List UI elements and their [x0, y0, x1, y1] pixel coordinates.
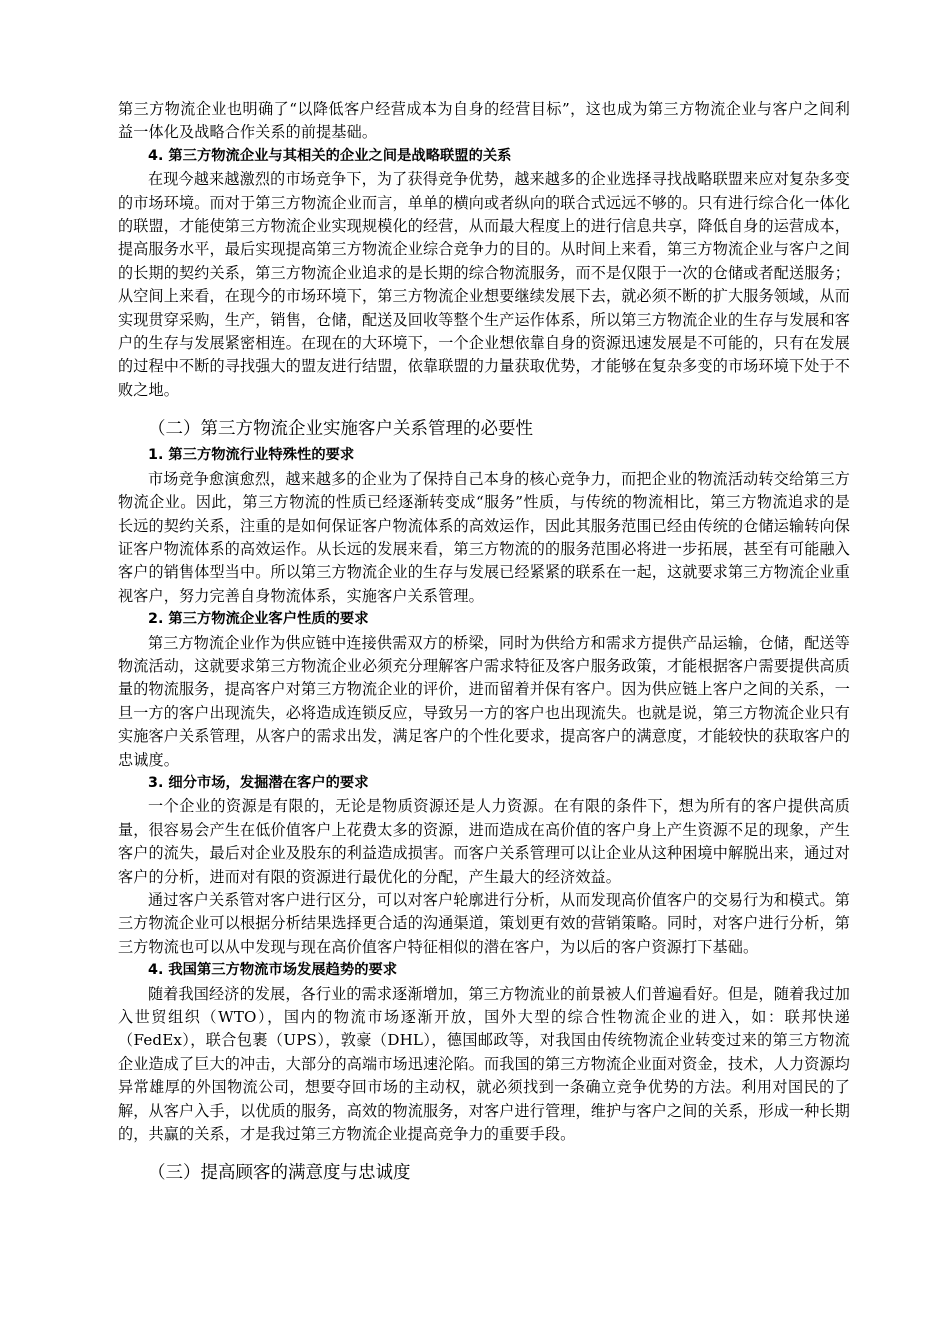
- subheading-strategic-alliance: 4. 第三方物流企业与其相关的企业之间是战略联盟的关系: [148, 147, 512, 164]
- subheading-market-segmentation: 3. 细分市场，发掘潜在客户的要求: [148, 774, 369, 791]
- section-title-satisfaction-loyalty: （三）提高顾客的满意度与忠诚度: [148, 1163, 411, 1184]
- paragraph-customer-nature: 第三方物流企业作为供应链中连接供需双方的桥梁，同时为供给方和需求方提供产品运输，仓储，配送等物流活动，这就要求第三方物流企业必须充分理解客户需求特征及客户服务政策，才能根据客户需要提供高质量的物流服务，提高客户对第三方物流企业的评价，进而留着并保有客户。因为供应链上客户之间的关系，一旦一方的客户出现流失，必将造成连锁反应，导致另一方的客户也出现流失。也就是说，第三方物流企业只有实施客户关系管理，从客户的需求出发，满足客户的个性化要求，提高客户的满意度，才能较快的获取客户的忠诚度。: [118, 633, 850, 769]
- paragraph-customer-analysis: 通过客户关系管对客户进行区分，可以对客户轮廓进行分析，从而发现高价值客户的交易行为和模式。第三方物流企业可以根据分析结果选择更合适的沟通渠道，策划更有效的营销策略。同时，对客户进行分析，第三方物流也可以从中发现与现在高价值客户特征相似的潜在客户，为以后的客户资源打下基础。: [118, 891, 850, 956]
- paragraph-market-trend: 随着我国经济的发展，各行业的需求逐渐增加，第三方物流业的前景被人们普遍看好。但是，随着我过加入世贸组织（WTO），国内的物流市场逐渐开放，国外大型的综合性物流企业的进入，如：联邦快递（FedEx），联合包裹（UPS），敦豪（DHL），德国邮政等，对我国由传统物流企业转变过来的第三方物流企业造成了巨大的冲击，大部分的高端市场迅速沦陷。而我国的第三方物流企业面对资金，技术，人力资源均异常雄厚的外国物流公司，想要夺回市场的主动权，就必须找到一条确立竞争优势的方法。利用对国民的了解，从客户入手，以优质的服务，高效的物流服务，对客户进行管理，维护与客户之间的关系，形成一种长期的，共赢的关系，才是我过第三方物流企业提高竞争力的重要手段。: [118, 984, 850, 1144]
- subheading-market-trend: 4. 我国第三方物流市场发展趋势的要求: [148, 962, 398, 979]
- section-title-crm-necessity: （二）第三方物流企业实施客户关系管理的必要性: [148, 419, 533, 440]
- intro-paragraph: 第三方物流企业也明确了“以降低客户经营成本为自身的经营目标”，这也成为第三方物流企业与客户之间利益一体化及战略合作关系的前提基础。: [118, 100, 850, 142]
- document-page: [118, 98, 850, 1188]
- subheading-industry-particularity: 1. 第三方物流行业特殊性的要求: [148, 447, 355, 464]
- paragraph-strategic-alliance: 在现今越来越激烈的市场竞争下，为了获得竞争优势，越来越多的企业选择寻找战略联盟来应对复杂多变的市场环境。而对于第三方物流企业而言，单单的横向或者纵向的联合式远远不够的。只有进行综合化一体化的联盟，才能使第三方物流企业实现规模化的经营，从而最大程度上的进行信息共享，降低自身的运营成本，提高服务水平，最后实现提高第三方物流企业综合竞争力的目的。从时间上来看，第三方物流企业与客户之间的长期的契约关系，第三方物流企业追求的是长期的综合物流服务，而不是仅限于一次的仓储或者配送服务；从空间上来看，在现今的市场环境下，第三方物流企业想要继续发展下去，就必须不断的扩大服务领域，从而实现贯穿采购，生产，销售，仓储，配送及回收等整个生产运作体系，所以第三方物流企业的生存与发展和客户的生存与发展紧密相连。在现在的大环境下，一个企业想依靠自身的资源迅速发展是不可能的，只有在发展的过程中不断的寻找强大的盟友进行结盟，依靠联盟的力量获取优势，才能够在复杂多变的市场环境下处于不败之地。: [118, 170, 850, 399]
- paragraph-industry-particularity: 市场竞争愈演愈烈，越来越多的企业为了保持自己本身的核心竞争力，而把企业的物流活动转交给第三方物流企业。因此，第三方物流的性质已经逐渐转变成“服务”性质，与传统的物流相比，第三方物流追求的是长远的契约关系，注重的是如何保证客户物流体系的高效运作，因此其服务范围已经由传统的仓储运输转向保证客户物流体系的高效运作。从长远的发展来看，第三方物流的的服务范围必将进一步拓展，甚至有可能融入客户的销售体型当中。所以第三方物流企业的生存与发展已经紧紧的联系在一起，这就要求第三方物流企业重视客户，努力完善自身物流体系，实施客户关系管理。: [118, 469, 850, 605]
- paragraph-market-segmentation: 一个企业的资源是有限的，无论是物质资源还是人力资源。在有限的条件下，想为所有的客户提供高质量，很容易会产生在低价值客户上花费太多的资源，进而造成在高价值的客户身上产生资源不足的现象，产生客户的流失，最后对企业及股东的利益造成损害。而客户关系管理可以让企业从这种困境中解脱出来，通过对客户的分析，进而对有限的资源进行最优化的分配，产生最大的经济效益。: [118, 797, 850, 886]
- subheading-customer-nature: 2. 第三方物流企业客户性质的要求: [148, 611, 369, 628]
